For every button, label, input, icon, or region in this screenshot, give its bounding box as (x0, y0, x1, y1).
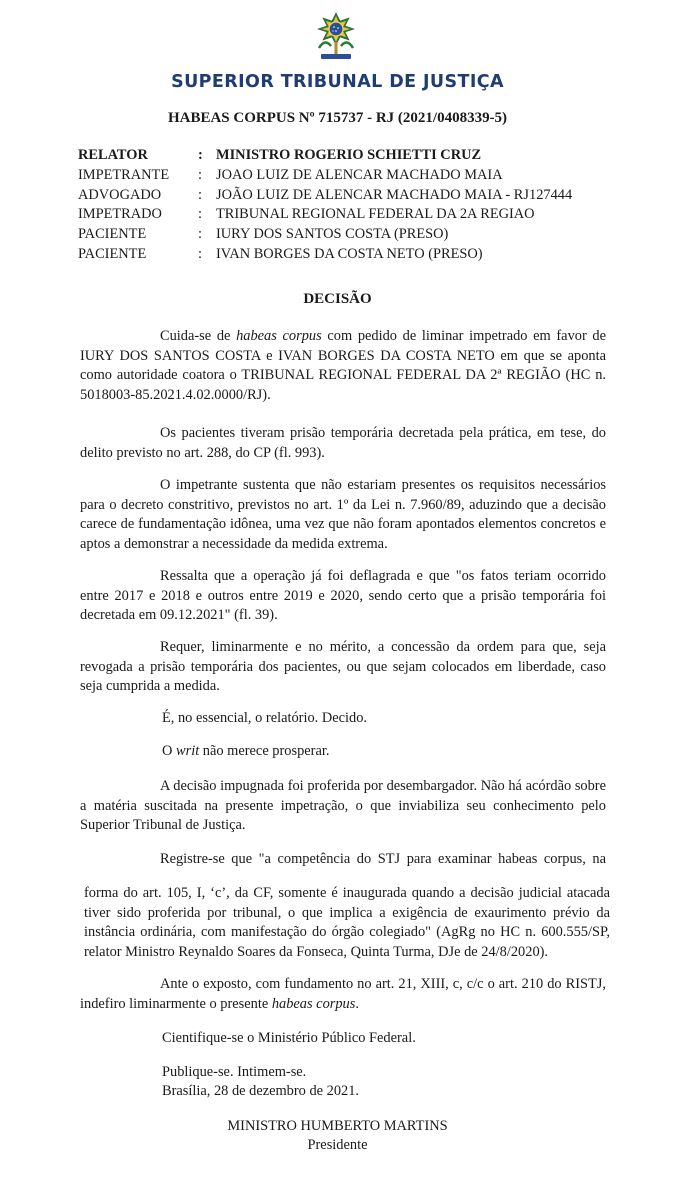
party-role: PACIENTE (78, 245, 147, 262)
party-separator: : (198, 166, 202, 183)
parties-list (78, 146, 572, 265)
paragraph-1 (80, 327, 606, 405)
party-separator: : (198, 147, 203, 163)
paragraph-7 (162, 742, 329, 762)
paragraph-text: O (162, 743, 176, 759)
paragraph-italic-text: writ (176, 743, 200, 759)
party-separator: : (198, 186, 202, 203)
signature-title: Presidente (307, 1137, 368, 1153)
paragraph-5: Requer, liminarmente e no mérito, a concessão da ordem para que, seja revogada a prisão temporária dos pacientes, ou que sejam colocados em liberdade, caso seja cumprida a medida. (80, 639, 606, 694)
party-name: JOÃO LUIZ DE ALENCAR MACHADO MAIA - RJ127444 (216, 186, 573, 203)
paragraph-10: forma do art. 105, I, ‘c’, da CF, somente é inaugurada quando a decisão judicial atacada tiver sido proferida por tribunal, o que implica a exigência de exaurimento prévio da instância ordinária, com manifestação do órgão colegiado" (AgRg no HC n. 600.555/SP, relator Ministro Reynaldo Soares da Fonseca, Quinta Turma, DJe de 24/8/2020). (84, 885, 610, 960)
paragraph-12: Cientifique-se o Ministério Público Federal. (162, 1030, 416, 1046)
party-name: TRIBUNAL REGIONAL FEDERAL DA 2A REGIAO (216, 206, 535, 223)
party-row-relator (78, 146, 572, 166)
decision-title: DECISÃO (303, 291, 372, 307)
paragraph-6: É, no essencial, o relatório. Decido. (162, 710, 367, 726)
party-separator: : (198, 226, 202, 243)
court-name: SUPERIOR TRIBUNAL DE JUSTIÇA (171, 72, 504, 92)
paragraph-4: Ressalta que a operação já foi deflagrada e que "os fatos teriam ocorrido entre 2017 e 2018 e outros entre 2019 e 2020, sendo certo que a prisão temporária foi decretada em 09.12.2021" (fl. 39). (80, 568, 606, 623)
party-name: MINISTRO ROGERIO SCHIETTI CRUZ (216, 147, 482, 163)
party-role: PACIENTE (78, 226, 147, 243)
party-name: IURY DOS SANTOS COSTA (PRESO) (216, 226, 449, 243)
paragraph-text: não merece prosperar. (199, 743, 330, 759)
party-role: IMPETRADO (78, 206, 162, 223)
party-name: JOAO LUIZ DE ALENCAR MACHADO MAIA (216, 166, 503, 183)
brazil-coat-of-arms-icon (313, 12, 359, 62)
paragraph-13: Publique-se. Intimem-se. (162, 1064, 307, 1080)
party-row-impetrado (78, 205, 572, 225)
signature-name: MINISTRO HUMBERTO MARTINS (227, 1118, 448, 1134)
party-separator: : (198, 245, 202, 262)
party-separator: : (198, 206, 202, 223)
party-name: IVAN BORGES DA COSTA NETO (PRESO) (216, 245, 483, 262)
paragraph-2: Os pacientes tiveram prisão temporária decretada pela prática, em tese, do delito previsto no art. 288, do CP (fl. 993). (80, 425, 606, 461)
case-number: HABEAS CORPUS Nº 715737 - RJ (2021/0408339-5) (167, 110, 508, 126)
party-row-paciente (78, 225, 572, 245)
party-row-paciente (78, 245, 572, 265)
party-row-advogado (78, 186, 572, 206)
date-line: Brasília, 28 de dezembro de 2021. (162, 1083, 360, 1099)
paragraph-text: com pedido de liminar impetrado em favor de IURY DOS SANTOS COSTA e IVAN BORGES DA COSTA NETO em que se aponta como autoridade coatora o TRIBUNAL REGIONAL FEDERAL DA 2ª REGIÃO (HC n. 5018003-85.2021.4.02.0000/RJ). (80, 328, 606, 403)
party-role: IMPETRANTE (78, 166, 170, 183)
paragraph-9: Registre-se que "a competência do STJ para examinar habeas corpus, na (160, 851, 606, 867)
party-row-impetrante (78, 166, 572, 186)
party-role: ADVOGADO (78, 186, 162, 203)
paragraph-italic-text: habeas corpus (271, 995, 356, 1012)
paragraph-text: Ante o exposto, com fundamento no art. 21, XIII, c, c/c o art. 210 do RISTJ, indefiro liminarmente o presente (80, 976, 606, 1012)
paragraph-3: O impetrante sustenta que não estariam presentes os requisitos necessários para o decreto constritivo, previstos no art. 1º da Lei n. 7.960/89, aduzindo que a decisão carece de fundamentação idônea, uma vez que não foram apontados elementos concretos e aptos a demonstrar a necessidade da medida extrema. (80, 477, 606, 552)
paragraph-8: A decisão impugnada foi proferida por desembargador. Não há acórdão sobre a matéria suscitada na presente impetração, o que inviabiliza seu conhecimento pelo Superior Tribunal de Justiça. (80, 778, 606, 833)
paragraph-text: . (355, 995, 359, 1012)
party-role: RELATOR (78, 147, 148, 163)
paragraph-italic-text: habeas corpus (236, 328, 322, 344)
paragraph-11 (80, 975, 606, 1014)
paragraph-text: Cuida-se de (160, 328, 237, 344)
